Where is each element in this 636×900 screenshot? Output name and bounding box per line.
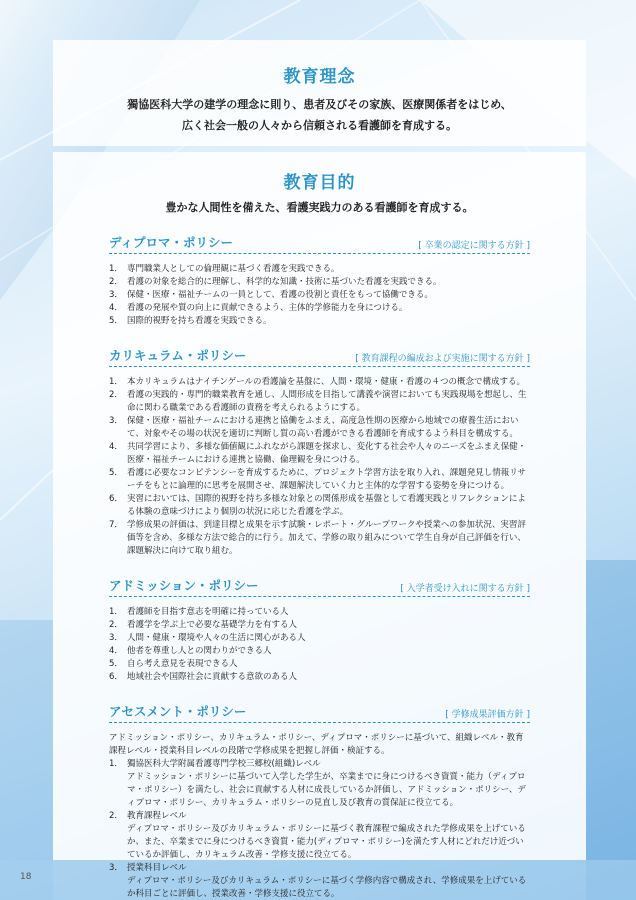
item-text: 国際的視野を持ち看護を実践できる。 [127, 316, 272, 326]
assessment-item [109, 758, 530, 810]
item-text: 他者を尊重し人との関わりができる人 [127, 646, 272, 656]
item-number: 2． [109, 277, 123, 287]
item-number: 1． [109, 377, 123, 387]
assessment-policy-header [109, 702, 530, 723]
list-item [109, 376, 530, 389]
assessment-item-body [127, 862, 530, 900]
diploma-policy-header [109, 233, 530, 254]
item-text: 看護学を学ぶ上で必要な基礎学力を有する人 [127, 620, 298, 630]
curriculum-policy-list [109, 376, 530, 558]
item-number: 5． [109, 468, 123, 478]
list-item [109, 263, 530, 276]
curriculum-policy-header [109, 346, 530, 367]
list-item [109, 519, 530, 558]
item-text: 看護の発展や質の向上に貢献できるよう、主体的学修能力を身につける。 [127, 303, 408, 313]
diploma-policy-title: ディプロマ・ポリシー [109, 235, 234, 250]
item-text: 自ら考え意見を表現できる人 [127, 659, 238, 669]
item-text: ディプロマ・ポリシー及びカリキュラム・ポリシーに基づく学修内容で構成され、学修成果を上げているか科目ごとに評価し、授業改善・学修支援に役立てる。 [127, 876, 527, 899]
diploma-policy-tag: [ 卒業の認定に関する方針 ] [418, 238, 530, 251]
item-text: 本カリキュラムはナイチンゲールの看護論を基盤に、人間・環境・健康・看護の４つの概念で構成する。 [127, 377, 526, 387]
item-number: 5． [109, 316, 123, 326]
item-number: 7． [109, 520, 123, 530]
assessment-intro: アドミッション・ポリシー、カリキュラム・ポリシー、ディプロマ・ポリシーに基づいて、組織レベル・教育課程レベル・授業科目レベルの段階で学修成果を把握し評価・検証する。 [109, 733, 524, 756]
item-text: 共同学習により、多様な価値観にふれながら課題を探求し、変化する社会や人々のニーズをふまえ保健・医療・福祉チームにおける連携と協働、倫理観を身につける。 [127, 442, 527, 465]
item-number: 3． [109, 633, 123, 643]
list-item [109, 632, 530, 645]
item-text: 地域社会や国際社会に貢献する意欲のある人 [127, 672, 298, 682]
item-text: 看護に必要なコンピテンシーを育成するために、プロジェクト学習方法を取り入れ、課題発見し情報リサーチをもとに論理的に思考を展開させ、課題解決していく力と主体的な学習する姿勢を身につける。 [127, 468, 527, 491]
item-text: 看護の実践的・専門的職業教育を通し、人間形成を目指して講義や演習においても実践現場を想起し、生命に関わる職業である看護師の責務を考えられるようにする。 [127, 390, 527, 413]
philosophy-text [53, 94, 586, 136]
item-heading: 授業科目レベル [127, 863, 187, 873]
curriculum-policy-title: カリキュラム・ポリシー [109, 348, 247, 363]
purpose-card [53, 152, 586, 899]
assessment-policy-title: アセスメント・ポリシー [109, 704, 247, 719]
list-item [109, 671, 530, 684]
item-text: 専門職業人としての倫理観に基づく看護を実践できる。 [127, 264, 340, 274]
assessment-item [109, 810, 530, 862]
item-number: 1． [109, 607, 123, 617]
assessment-item-body [127, 810, 530, 862]
list-item [109, 389, 530, 415]
curriculum-policy-tag: [ 教育課程の編成および実施に関する方針 ] [355, 351, 530, 364]
item-heading: 教育課程レベル [127, 811, 187, 821]
item-text: 実習においては、国際的視野を持ち多様な対象との関係形成を基盤として看護実践とリフレクションによる体験の意味づけにより個別の状況に応じた看護を学ぶ。 [127, 494, 526, 517]
diploma-policy-list [109, 263, 530, 328]
list-item [109, 606, 530, 619]
purpose-title: 教育目的 [283, 173, 356, 193]
list-item [109, 658, 530, 671]
item-number: 4． [109, 442, 123, 452]
list-item [109, 619, 530, 632]
purpose-lead: 豊かな人間性を備えた、看護実践力のある看護師を育成する。 [165, 201, 474, 214]
list-item [109, 441, 530, 467]
item-text: ディプロマ・ポリシー及びカリキュラム・ポリシーに基づく教育課程で編成された学修成果を上げているか、また、卒業までに身につけるべき資質・能力(ディプロマ・ポリシー)を満たす人材にどれだけ近づいているか評価し、カリキュラム改善・学修支援に役立てる。 [127, 824, 526, 860]
list-item [109, 493, 530, 519]
page-number: 18 [20, 872, 32, 882]
item-number: 3． [109, 863, 123, 873]
assessment-policy [109, 702, 530, 900]
list-item [109, 289, 530, 302]
item-number: 6． [109, 494, 123, 504]
assessment-item [109, 862, 530, 900]
item-number: 5． [109, 659, 123, 669]
item-number: 6． [109, 672, 123, 682]
item-number: 4． [109, 303, 123, 313]
philosophy-line-1: 獨協医科大学の建学の理念に則り、患者及びその家族、医療関係者をはじめ、 [127, 98, 512, 111]
curriculum-policy [109, 346, 530, 558]
item-heading: 獨協医科大学附属看護専門学校三郷校(組織)レベル [127, 759, 321, 769]
item-text: 人間・健康・環境や人々の生活に関心がある人 [127, 633, 306, 643]
item-number: 2． [109, 620, 123, 630]
admission-policy-header [109, 576, 530, 597]
item-text: 学修成果の評価は、到達目標と成果を示す試験・レポート・グループワークや授業への参加状況、実習評価等を含め、多様な方法で総合的に行う。加えて、学修の取り組みについて学生自身が自己評価を行い、課題解決に向けて取り組む。 [127, 520, 526, 556]
diploma-policy [109, 233, 530, 328]
item-text: 保健・医療・福祉チームにおける連携と協働をふまえ、高度急性期の医療から地域での療養生活において、対象やその場の状況を適切に判断し質の高い看護ができる看護師を育成するよう科目を構成する。 [127, 416, 519, 439]
list-item [109, 467, 530, 493]
item-number: 2． [109, 811, 123, 821]
list-item [109, 302, 530, 315]
list-item [109, 645, 530, 658]
philosophy-card [53, 40, 586, 146]
admission-policy [109, 576, 530, 684]
item-number: 3． [109, 290, 123, 300]
item-number: 1． [109, 264, 123, 274]
list-item [109, 276, 530, 289]
item-text: 保健・医療・福祉チームの一員として、看護の役割と責任をもって協働できる。 [127, 290, 433, 300]
item-number: 4． [109, 646, 123, 656]
philosophy-line-2: 広く社会一般の人々から信頼される看護師を育成する。 [182, 119, 457, 132]
item-number: 1． [109, 759, 123, 769]
philosophy-title: 教育理念 [283, 67, 356, 87]
assessment-policy-tag: [ 学修成果評価方針 ] [445, 707, 530, 720]
list-item [109, 315, 530, 328]
item-text: 看護師を目指す意志を明確に持っている人 [127, 607, 289, 617]
item-number: 3． [109, 416, 123, 426]
admission-policy-list [109, 606, 530, 684]
list-item [109, 415, 530, 441]
assessment-item-body [127, 758, 530, 810]
item-text: アドミッション・ポリシーに基づいて入学した学生が、卒業までに身につけるべき資質・能力（ディプロマ・ポリシー）を満たし、社会に貢献する人材に成長しているか評価し、アドミッション・ポリシー、ディプロマ・ポリシー、カリキュラム・ポリシーの見直し及び教育の質保証に役立てる。 [127, 772, 526, 808]
item-number: 2． [109, 390, 123, 400]
item-text: 看護の対象を総合的に理解し、科学的な知識・技術に基づいた看護を実践できる。 [127, 277, 442, 287]
admission-policy-title: アドミッション・ポリシー [109, 578, 259, 593]
admission-policy-tag: [ 入学者受け入れに関する方針 ] [400, 581, 530, 594]
